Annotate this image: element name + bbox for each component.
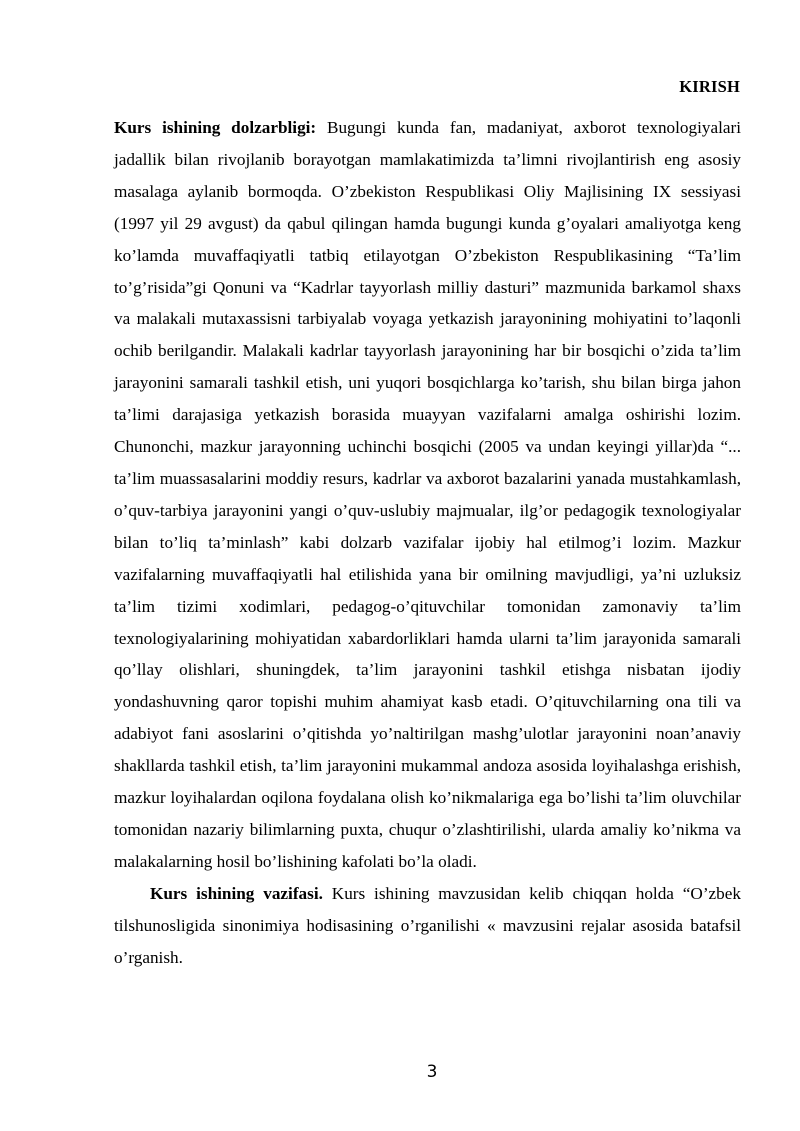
paragraph-relevance-label: Kurs ishining dolzarbligi: xyxy=(114,118,317,137)
paragraph-relevance-text: Bugungi kunda fan, madaniyat, axborot texnologiyalari jadallik bilan rivojlanib borayotgan mamlakatimizda ta’limni rivojlantirish eng asosiy masalaga aylanib bormoqda. O’zbekiston Respublikasi Oliy Majlisining IX sessiyasi (1997 yil 29 avgust) da qabul qilingan hamda bugungi kunda g’oyalari amaliyotga keng ko’lamda muvaffaqiyatli tatbiq etilayotgan O’zbekiston Respublikasining “Ta’lim to’g’risida”gi Qonuni va “Kadrlar tayyorlash milliy dasturi” mazmunida barkamol shaxs va malakali mutaxassisni tarbiyalab voyaga yetkazish jarayonining mohiyatini to’laqonli ochib berilgandir. Malakali kadrlar tayyorlash jarayonining har bir bosqichi o’zida ta’lim jarayonini samarali tashkil etish, uni yuqori bosqichlarga ko’tarish, shu bilan birga jahon ta’limi darajasiga yetkazish borasida muayyan vazifalarni amalga oshirishi lozim. Chunonchi, mazkur jarayonning uchinchi bosqichi (2005 va undan keyingi yillar)da “... ta’lim muassasalarini moddiy resurs, kadrlar va axborot bazalarini yanada mustahkamlash, o’quv-tarbiya jarayonini yangi o’quv-uslubiy majmualar, ilg’or pedagogik texnologiyalar bilan to’liq ta’minlash” kabi dolzarb vazifalar ijobiy hal etilmog’i lozim. Mazkur vazifalarning muvaffaqiyatli hal etilishida yana bir omilning mavjudligi, ya’ni uzluksiz ta’lim tizimi xodimlari, pedagog-o’qituvchilar tomonidan zamonaviy ta’lim texnologiyalarining mohiyatidan xabardorliklari hamda ularni ta’lim jarayonida samarali qo’llay olishlari, shuningdek, ta’lim jarayonini tashkil etishga nisbatan ijodiy yondashuvning qaror topishi muhim ahamiyat kasb etadi. O’qituvchilarning ona tili va adabiyot fani asoslarini o’qitishda yo’naltirilgan mashg’ulotlar jarayonini noan’anaviy shakllarda tashkil etish, ta’lim jarayonini mukammal andoza asosida loyihalashga erishish, mazkur loyihalardan oqilona foydalana olish ko’nikmalariga ega bo’lishi ta’lim oluvchilar tomonidan nazariy bilimlarning puxta, chuqur o’zlashtirilishi, ularda amaliy ko’nikma va malakalarning hosil bo’lishining kafolati bo’la oladi. xyxy=(114,118,742,871)
page-number: 3 xyxy=(426,1062,438,1082)
paragraph-task-label: Kurs ishining vazifasi. xyxy=(150,883,323,903)
paragraph-task xyxy=(114,878,741,974)
section-heading: KIRISH xyxy=(679,77,740,96)
paragraph-relevance xyxy=(114,112,741,878)
paragraph-task-text: Kurs ishining mavzusidan kelib chiqqan holda “O’zbek tilshunosligida sinonimiya hodisasining o’rganilishi « mavzusini rejalar asosida batafsil o’rganish. xyxy=(114,883,741,967)
body-text xyxy=(114,112,741,973)
